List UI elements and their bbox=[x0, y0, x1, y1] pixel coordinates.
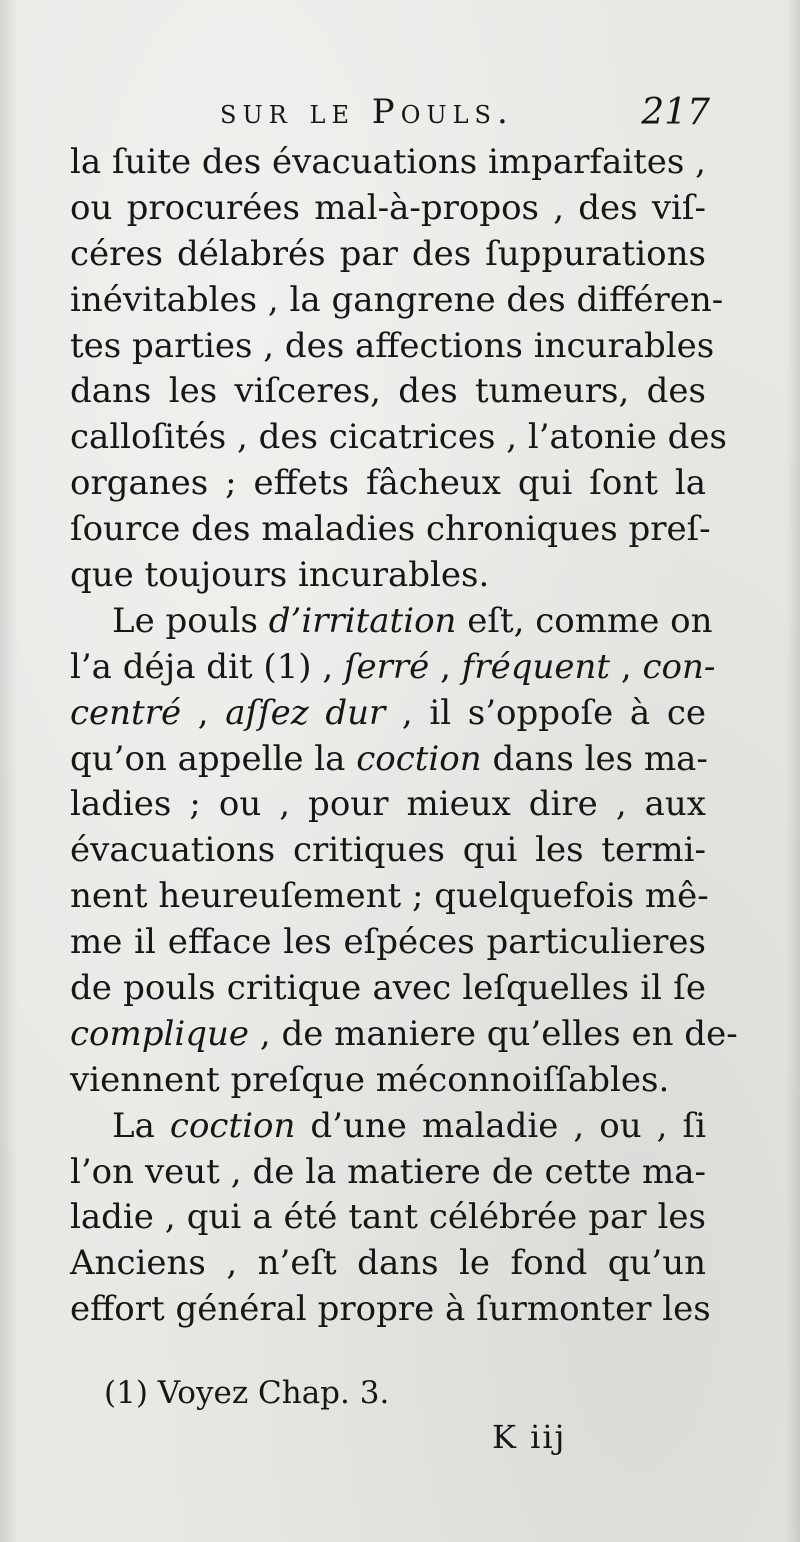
text-segment: la ſuite des évacuations imparfaites , bbox=[70, 142, 706, 182]
text-line bbox=[70, 553, 706, 599]
text-segment: La bbox=[112, 1105, 170, 1146]
text-line bbox=[70, 1241, 706, 1287]
text-segment: évacuations critiques qui les termi- bbox=[70, 830, 706, 871]
text-segment: dans les viſceres, des tumeurs, des bbox=[70, 371, 706, 412]
text-line bbox=[70, 782, 706, 828]
text-segment: me il efface les eſpéces particulieres bbox=[70, 922, 706, 963]
text-line bbox=[70, 691, 706, 737]
text-segment: organes ; effets fâcheux qui ſont la bbox=[70, 463, 706, 504]
text-segment: ou procurées mal-à-propos , des viſ- bbox=[70, 187, 706, 228]
text-segment: ladie , qui a été tant célébrée par les bbox=[70, 1197, 706, 1238]
italic-text: aſſez dur bbox=[225, 692, 386, 733]
text-line bbox=[70, 645, 716, 691]
text-line bbox=[70, 874, 709, 920]
text-line bbox=[70, 232, 706, 278]
text-segment: , bbox=[610, 646, 643, 687]
italic-text: centré bbox=[70, 692, 182, 733]
text-line bbox=[70, 1195, 706, 1241]
text-segment: ladies ; ou , pour mieux dire , aux bbox=[70, 784, 706, 825]
text-line bbox=[70, 461, 706, 507]
italic-text: d’irritation bbox=[268, 600, 457, 641]
text-line bbox=[70, 140, 706, 186]
text-line bbox=[70, 737, 706, 783]
text-segment: qu’on appelle la bbox=[70, 738, 357, 779]
text-line bbox=[70, 1104, 706, 1150]
text-segment: effort général propre à ſurmonter les bbox=[70, 1289, 711, 1330]
italic-text: ſerré bbox=[343, 646, 430, 687]
text-segment: l’a déja dit (1) , bbox=[70, 646, 344, 687]
text-line bbox=[70, 1287, 711, 1333]
text-segment: l’on veut , de la matiere de cette ma- bbox=[70, 1151, 706, 1192]
text-line bbox=[70, 1012, 738, 1058]
text-segment: Le pouls bbox=[112, 600, 269, 641]
running-title: sur le Pouls. bbox=[220, 92, 514, 132]
text-segment: , bbox=[181, 692, 226, 733]
text-line bbox=[70, 324, 715, 370]
text-line bbox=[70, 507, 711, 553]
page-number: 217 bbox=[641, 92, 710, 133]
text-line bbox=[70, 278, 724, 324]
text-segment: , bbox=[429, 646, 462, 687]
text-line bbox=[70, 369, 706, 415]
text-segment: eſt, comme on bbox=[456, 600, 713, 641]
italic-text: coction bbox=[169, 1105, 296, 1146]
text-segment: d’une maladie , ou , ſi bbox=[295, 1105, 706, 1146]
text-line bbox=[70, 599, 713, 645]
text-segment: tes parties , des affections incurables bbox=[70, 325, 715, 366]
text-segment: inévitables , la gangrene des différen- bbox=[70, 279, 724, 320]
text-segment: dans les ma- bbox=[481, 738, 708, 779]
italic-text: fréquent bbox=[461, 646, 611, 687]
text-line bbox=[70, 415, 727, 461]
text-segment: Anciens , n’eſt dans le fond qu’un bbox=[70, 1243, 706, 1284]
italic-text: coction bbox=[356, 738, 482, 779]
text-line bbox=[70, 1058, 706, 1104]
signature-mark: K iij bbox=[492, 1418, 567, 1456]
text-segment: nent heureuſement ; quelquefois mê- bbox=[70, 876, 709, 917]
text-line bbox=[70, 828, 706, 874]
text-segment: , de maniere qu’elles en de- bbox=[249, 1013, 738, 1054]
body-text bbox=[70, 140, 738, 1333]
text-segment: ſource des maladies chroniques preſ- bbox=[70, 509, 711, 550]
text-line bbox=[70, 966, 706, 1012]
text-segment: céres délabrés par des ſuppurations bbox=[70, 233, 706, 274]
text-line bbox=[70, 920, 706, 966]
text-segment: , il s’oppoſe à ce bbox=[385, 692, 706, 733]
page-edge-shadow-left bbox=[0, 0, 18, 1542]
text-segment: de pouls critique avec leſquelles il ſe bbox=[70, 968, 706, 1009]
text-segment: calloſités , des cicatrices , l’atonie des bbox=[70, 417, 727, 458]
text-line bbox=[70, 186, 706, 232]
page-edge-shadow-right bbox=[786, 0, 800, 1542]
text-segment: viennent preſque méconnoiſſables. bbox=[70, 1059, 670, 1100]
text-line bbox=[70, 1150, 706, 1196]
page-header bbox=[220, 92, 710, 142]
italic-text: complique bbox=[70, 1013, 250, 1054]
italic-text: con- bbox=[642, 646, 716, 687]
footnote: (1) Voyez Chap. 3. bbox=[104, 1375, 390, 1411]
text-segment: que toujours incurables. bbox=[70, 555, 490, 596]
